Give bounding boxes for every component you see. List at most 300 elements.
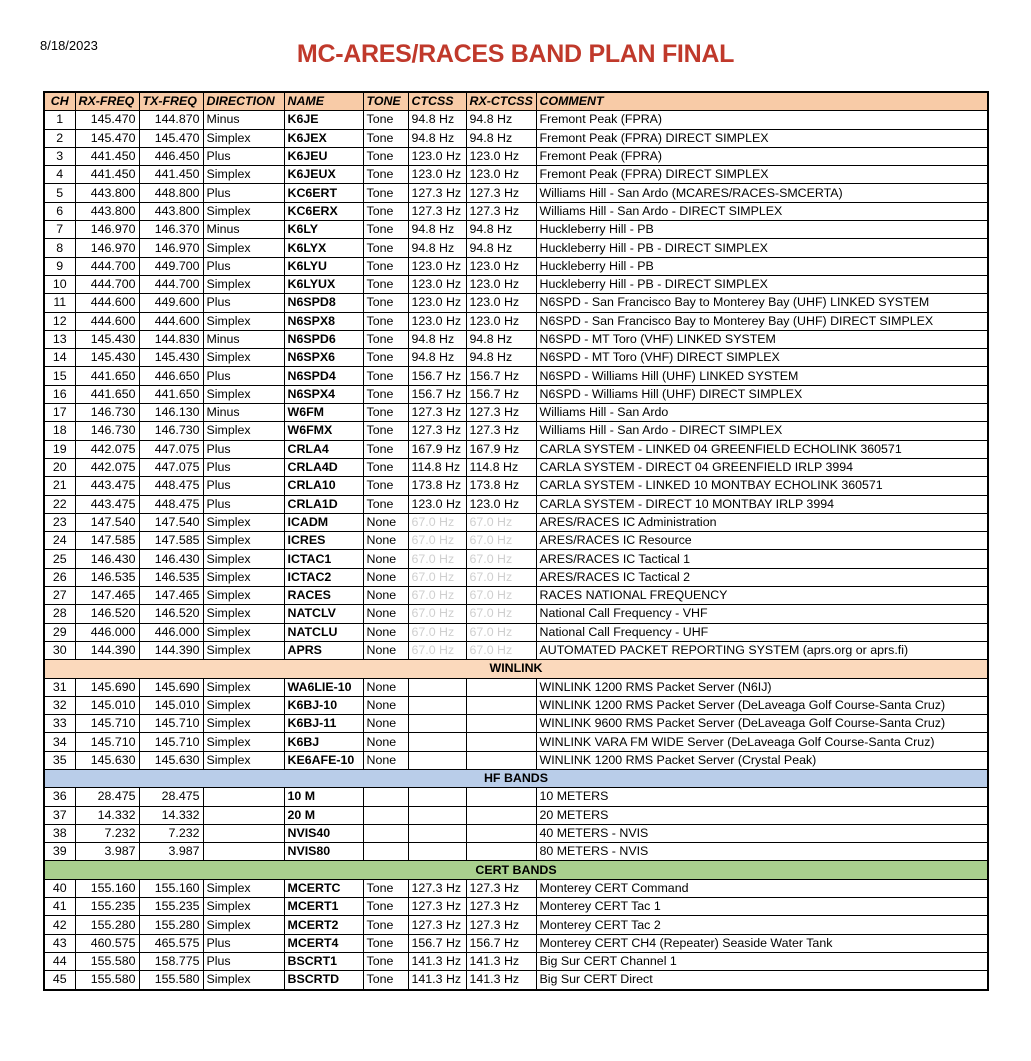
direction-cell: Simplex	[203, 550, 284, 568]
direction-cell	[203, 788, 284, 806]
comment-cell: Big Sur CERT Direct	[536, 971, 988, 990]
rx-ctcss-cell: 94.8 Hz	[466, 129, 536, 147]
column-header-direction: DIRECTION	[203, 92, 284, 111]
comment-cell: Huckleberry Hill - PB - DIRECT SIMPLEX	[536, 239, 988, 257]
direction-cell: Plus	[203, 257, 284, 275]
tx-freq-cell: 147.465	[139, 587, 203, 605]
direction-cell: Plus	[203, 147, 284, 165]
tx-freq-cell: 155.160	[139, 879, 203, 897]
table-row	[44, 495, 988, 513]
section-label: WINLINK	[44, 660, 988, 678]
rx-freq-cell: 146.970	[75, 239, 139, 257]
rx-ctcss-cell: 94.8 Hz	[466, 349, 536, 367]
rx-freq-cell: 146.430	[75, 550, 139, 568]
table-row	[44, 806, 988, 824]
direction-cell: Simplex	[203, 275, 284, 293]
direction-cell: Minus	[203, 330, 284, 348]
comment-cell: WINLINK 1200 RMS Packet Server (Crystal Peak)	[536, 751, 988, 769]
name-cell: CRLA1D	[284, 495, 363, 513]
tx-freq-cell: 28.475	[139, 788, 203, 806]
direction-cell	[203, 843, 284, 861]
tx-freq-cell: 14.332	[139, 806, 203, 824]
channel-cell: 6	[44, 202, 75, 220]
channel-cell: 24	[44, 532, 75, 550]
tone-cell: Tone	[363, 404, 408, 422]
table-row	[44, 477, 988, 495]
table-header-row	[44, 92, 988, 111]
channel-cell: 25	[44, 550, 75, 568]
table-row	[44, 275, 988, 293]
rx-freq-cell: 441.650	[75, 385, 139, 403]
name-cell: N6SPD4	[284, 367, 363, 385]
channel-cell: 21	[44, 477, 75, 495]
tone-cell: None	[363, 568, 408, 586]
tone-cell: Tone	[363, 184, 408, 202]
tone-cell	[363, 843, 408, 861]
table-row	[44, 532, 988, 550]
ctcss-cell: 123.0 Hz	[408, 294, 466, 312]
name-cell: APRS	[284, 641, 363, 659]
table-row	[44, 404, 988, 422]
ctcss-cell: 123.0 Hz	[408, 312, 466, 330]
rx-freq-cell: 155.280	[75, 916, 139, 934]
name-cell: CRLA4D	[284, 458, 363, 476]
direction-cell: Minus	[203, 111, 284, 129]
rx-ctcss-cell	[466, 678, 536, 696]
name-cell: K6LYUX	[284, 275, 363, 293]
comment-cell: Huckleberry Hill - PB	[536, 221, 988, 239]
rx-freq-cell: 145.010	[75, 696, 139, 714]
rx-ctcss-cell: 123.0 Hz	[466, 312, 536, 330]
tone-cell: None	[363, 513, 408, 531]
rx-ctcss-cell: 141.3 Hz	[466, 971, 536, 990]
document-title: MC-ARES/RACES BAND PLAN FINAL	[296, 40, 735, 68]
comment-cell: Williams Hill - San Ardo - DIRECT SIMPLEX	[536, 422, 988, 440]
direction-cell: Simplex	[203, 349, 284, 367]
rx-freq-cell: 144.390	[75, 641, 139, 659]
direction-cell: Minus	[203, 404, 284, 422]
ctcss-cell: 141.3 Hz	[408, 952, 466, 970]
name-cell: K6LYU	[284, 257, 363, 275]
channel-cell: 41	[44, 898, 75, 916]
comment-cell: ARES/RACES IC Tactical 1	[536, 550, 988, 568]
rx-ctcss-cell: 156.7 Hz	[466, 934, 536, 952]
tone-cell: Tone	[363, 129, 408, 147]
table-row	[44, 367, 988, 385]
ctcss-cell: 94.8 Hz	[408, 111, 466, 129]
comment-cell: Monterey CERT CH4 (Repeater) Seaside Water Tank	[536, 934, 988, 952]
tx-freq-cell: 446.000	[139, 623, 203, 641]
tx-freq-cell: 441.650	[139, 385, 203, 403]
rx-ctcss-cell	[466, 788, 536, 806]
channel-cell: 19	[44, 440, 75, 458]
comment-cell: N6SPD - San Francisco Bay to Monterey Bay (UHF) LINKED SYSTEM	[536, 294, 988, 312]
direction-cell: Simplex	[203, 971, 284, 990]
ctcss-cell: 67.0 Hz	[408, 623, 466, 641]
comment-cell: Fremont Peak (FPRA) DIRECT SIMPLEX	[536, 129, 988, 147]
rx-freq-cell: 441.450	[75, 166, 139, 184]
table-row	[44, 184, 988, 202]
comment-cell: Fremont Peak (FPRA) DIRECT SIMPLEX	[536, 166, 988, 184]
comment-cell: ARES/RACES IC Tactical 2	[536, 568, 988, 586]
rx-freq-cell: 446.000	[75, 623, 139, 641]
ctcss-cell: 94.8 Hz	[408, 129, 466, 147]
channel-cell: 36	[44, 788, 75, 806]
table-row	[44, 952, 988, 970]
tone-cell: Tone	[363, 239, 408, 257]
ctcss-cell	[408, 733, 466, 751]
section-label: CERT BANDS	[44, 861, 988, 879]
direction-cell: Plus	[203, 934, 284, 952]
ctcss-cell: 156.7 Hz	[408, 385, 466, 403]
channel-cell: 30	[44, 641, 75, 659]
comment-cell: CARLA SYSTEM - DIRECT 10 MONTBAY IRLP 3994	[536, 495, 988, 513]
comment-cell: ARES/RACES IC Administration	[536, 513, 988, 531]
name-cell: MCERT1	[284, 898, 363, 916]
tone-cell: None	[363, 678, 408, 696]
comment-cell: N6SPD - Williams Hill (UHF) LINKED SYSTEM	[536, 367, 988, 385]
name-cell: 20 M	[284, 806, 363, 824]
ctcss-cell: 114.8 Hz	[408, 458, 466, 476]
name-cell: K6BJ	[284, 733, 363, 751]
table-row	[44, 147, 988, 165]
rx-ctcss-cell: 127.3 Hz	[466, 898, 536, 916]
table-row	[44, 568, 988, 586]
rx-ctcss-cell: 156.7 Hz	[466, 367, 536, 385]
rx-ctcss-cell: 67.0 Hz	[466, 568, 536, 586]
channel-cell: 10	[44, 275, 75, 293]
rx-ctcss-cell	[466, 843, 536, 861]
channel-cell: 15	[44, 367, 75, 385]
tx-freq-cell: 447.075	[139, 440, 203, 458]
direction-cell: Simplex	[203, 605, 284, 623]
rx-ctcss-cell: 123.0 Hz	[466, 257, 536, 275]
table-row	[44, 788, 988, 806]
ctcss-cell: 127.3 Hz	[408, 898, 466, 916]
ctcss-cell: 127.3 Hz	[408, 184, 466, 202]
direction-cell: Plus	[203, 952, 284, 970]
tx-freq-cell: 144.830	[139, 330, 203, 348]
name-cell: MCERT2	[284, 916, 363, 934]
name-cell: 10 M	[284, 788, 363, 806]
channel-cell: 45	[44, 971, 75, 990]
comment-cell: Monterey CERT Tac 2	[536, 916, 988, 934]
rx-freq-cell: 7.232	[75, 824, 139, 842]
tone-cell: Tone	[363, 879, 408, 897]
tx-freq-cell: 145.690	[139, 678, 203, 696]
tone-cell: None	[363, 751, 408, 769]
ctcss-cell: 67.0 Hz	[408, 587, 466, 605]
rx-ctcss-cell: 123.0 Hz	[466, 495, 536, 513]
comment-cell: WINLINK 1200 RMS Packet Server (N6IJ)	[536, 678, 988, 696]
channel-cell: 2	[44, 129, 75, 147]
table-row	[44, 202, 988, 220]
rx-ctcss-cell: 127.3 Hz	[466, 916, 536, 934]
rx-ctcss-cell: 67.0 Hz	[466, 641, 536, 659]
tone-cell	[363, 824, 408, 842]
rx-ctcss-cell: 123.0 Hz	[466, 147, 536, 165]
comment-cell: Williams Hill - San Ardo	[536, 404, 988, 422]
comment-cell: Huckleberry Hill - PB - DIRECT SIMPLEX	[536, 275, 988, 293]
name-cell: BSCRTD	[284, 971, 363, 990]
tone-cell: Tone	[363, 349, 408, 367]
ctcss-cell	[408, 678, 466, 696]
tone-cell: Tone	[363, 422, 408, 440]
ctcss-cell: 94.8 Hz	[408, 221, 466, 239]
ctcss-cell	[408, 696, 466, 714]
channel-cell: 17	[44, 404, 75, 422]
direction-cell: Simplex	[203, 623, 284, 641]
table-row	[44, 916, 988, 934]
tone-cell: Tone	[363, 221, 408, 239]
rx-freq-cell: 155.235	[75, 898, 139, 916]
rx-ctcss-cell: 94.8 Hz	[466, 330, 536, 348]
ctcss-cell: 156.7 Hz	[408, 367, 466, 385]
direction-cell: Simplex	[203, 733, 284, 751]
direction-cell: Simplex	[203, 641, 284, 659]
band-plan-table	[43, 91, 989, 991]
tx-freq-cell: 146.535	[139, 568, 203, 586]
tx-freq-cell: 145.710	[139, 715, 203, 733]
rx-freq-cell: 460.575	[75, 934, 139, 952]
name-cell: K6LY	[284, 221, 363, 239]
rx-freq-cell: 145.430	[75, 349, 139, 367]
tx-freq-cell: 7.232	[139, 824, 203, 842]
ctcss-cell	[408, 715, 466, 733]
ctcss-cell	[408, 751, 466, 769]
tx-freq-cell: 146.370	[139, 221, 203, 239]
ctcss-cell: 123.0 Hz	[408, 495, 466, 513]
table-row	[44, 733, 988, 751]
channel-cell: 3	[44, 147, 75, 165]
rx-ctcss-cell: 94.8 Hz	[466, 221, 536, 239]
rx-ctcss-cell: 67.0 Hz	[466, 532, 536, 550]
name-cell: K6LYX	[284, 239, 363, 257]
direction-cell: Plus	[203, 495, 284, 513]
name-cell: K6JEU	[284, 147, 363, 165]
table-row	[44, 349, 988, 367]
rx-freq-cell: 147.540	[75, 513, 139, 531]
direction-cell: Simplex	[203, 696, 284, 714]
ctcss-cell: 67.0 Hz	[408, 513, 466, 531]
table-row	[44, 221, 988, 239]
document-date: 8/18/2023	[40, 38, 98, 53]
name-cell: K6BJ-11	[284, 715, 363, 733]
tone-cell: None	[363, 550, 408, 568]
tx-freq-cell: 444.700	[139, 275, 203, 293]
tone-cell: Tone	[363, 147, 408, 165]
section-label: HF BANDS	[44, 769, 988, 787]
name-cell: NATCLV	[284, 605, 363, 623]
section-header-row	[44, 660, 988, 678]
channel-cell: 44	[44, 952, 75, 970]
tx-freq-cell: 145.710	[139, 733, 203, 751]
comment-cell: National Call Frequency - VHF	[536, 605, 988, 623]
ctcss-cell: 127.3 Hz	[408, 916, 466, 934]
tx-freq-cell: 147.540	[139, 513, 203, 531]
tone-cell: Tone	[363, 495, 408, 513]
direction-cell: Plus	[203, 440, 284, 458]
rx-ctcss-cell: 123.0 Hz	[466, 166, 536, 184]
tx-freq-cell: 158.775	[139, 952, 203, 970]
direction-cell: Plus	[203, 458, 284, 476]
rx-freq-cell: 442.075	[75, 458, 139, 476]
rx-ctcss-cell	[466, 715, 536, 733]
rx-freq-cell: 145.470	[75, 129, 139, 147]
channel-cell: 42	[44, 916, 75, 934]
tone-cell: None	[363, 696, 408, 714]
column-header-name: NAME	[284, 92, 363, 111]
channel-cell: 11	[44, 294, 75, 312]
rx-freq-cell: 147.465	[75, 587, 139, 605]
rx-ctcss-cell: 67.0 Hz	[466, 513, 536, 531]
rx-freq-cell: 443.800	[75, 184, 139, 202]
ctcss-cell: 94.8 Hz	[408, 330, 466, 348]
tx-freq-cell: 443.800	[139, 202, 203, 220]
tone-cell: None	[363, 715, 408, 733]
channel-cell: 32	[44, 696, 75, 714]
name-cell: N6SPX6	[284, 349, 363, 367]
direction-cell: Simplex	[203, 916, 284, 934]
ctcss-cell: 156.7 Hz	[408, 934, 466, 952]
name-cell: ICADM	[284, 513, 363, 531]
ctcss-cell: 94.8 Hz	[408, 349, 466, 367]
table-row	[44, 934, 988, 952]
channel-cell: 13	[44, 330, 75, 348]
tone-cell: Tone	[363, 275, 408, 293]
rx-freq-cell: 443.475	[75, 495, 139, 513]
direction-cell: Simplex	[203, 166, 284, 184]
rx-freq-cell: 145.690	[75, 678, 139, 696]
tx-freq-cell: 145.630	[139, 751, 203, 769]
direction-cell: Plus	[203, 294, 284, 312]
rx-freq-cell: 145.630	[75, 751, 139, 769]
rx-ctcss-cell	[466, 733, 536, 751]
comment-cell: Monterey CERT Tac 1	[536, 898, 988, 916]
comment-cell: AUTOMATED PACKET REPORTING SYSTEM (aprs.org or aprs.fi)	[536, 641, 988, 659]
direction-cell: Simplex	[203, 678, 284, 696]
ctcss-cell: 123.0 Hz	[408, 275, 466, 293]
tone-cell: Tone	[363, 458, 408, 476]
tone-cell: Tone	[363, 330, 408, 348]
comment-cell: 10 METERS	[536, 788, 988, 806]
table-row	[44, 294, 988, 312]
tone-cell: None	[363, 641, 408, 659]
tone-cell: Tone	[363, 202, 408, 220]
ctcss-cell: 127.3 Hz	[408, 404, 466, 422]
rx-ctcss-cell: 127.3 Hz	[466, 422, 536, 440]
ctcss-cell: 67.0 Hz	[408, 568, 466, 586]
channel-cell: 1	[44, 111, 75, 129]
comment-cell: WINLINK 9600 RMS Packet Server (DeLaveaga Golf Course-Santa Cruz)	[536, 715, 988, 733]
column-header-tone: TONE	[363, 92, 408, 111]
tone-cell: Tone	[363, 934, 408, 952]
table-row	[44, 550, 988, 568]
tx-freq-cell: 446.650	[139, 367, 203, 385]
tx-freq-cell: 3.987	[139, 843, 203, 861]
tone-cell: Tone	[363, 916, 408, 934]
name-cell: W6FM	[284, 404, 363, 422]
comment-cell: CARLA SYSTEM - DIRECT 04 GREENFIELD IRLP 3994	[536, 458, 988, 476]
tx-freq-cell: 448.475	[139, 477, 203, 495]
direction-cell: Plus	[203, 477, 284, 495]
channel-cell: 7	[44, 221, 75, 239]
comment-cell: Monterey CERT Command	[536, 879, 988, 897]
comment-cell: National Call Frequency - UHF	[536, 623, 988, 641]
tone-cell: Tone	[363, 111, 408, 129]
rx-ctcss-cell: 123.0 Hz	[466, 294, 536, 312]
channel-cell: 26	[44, 568, 75, 586]
comment-cell: 20 METERS	[536, 806, 988, 824]
ctcss-cell: 67.0 Hz	[408, 641, 466, 659]
direction-cell: Simplex	[203, 898, 284, 916]
table-row	[44, 422, 988, 440]
ctcss-cell	[408, 824, 466, 842]
tx-freq-cell: 446.450	[139, 147, 203, 165]
name-cell: MCERTC	[284, 879, 363, 897]
name-cell: K6BJ-10	[284, 696, 363, 714]
table-row	[44, 678, 988, 696]
rx-freq-cell: 146.535	[75, 568, 139, 586]
direction-cell: Simplex	[203, 568, 284, 586]
rx-freq-cell: 443.475	[75, 477, 139, 495]
name-cell: KC6ERX	[284, 202, 363, 220]
tx-freq-cell: 448.475	[139, 495, 203, 513]
table-row	[44, 971, 988, 990]
rx-ctcss-cell	[466, 751, 536, 769]
tone-cell: None	[363, 587, 408, 605]
table-row	[44, 587, 988, 605]
direction-cell: Simplex	[203, 879, 284, 897]
tx-freq-cell: 146.130	[139, 404, 203, 422]
name-cell: WA6LIE-10	[284, 678, 363, 696]
name-cell: BSCRT1	[284, 952, 363, 970]
ctcss-cell: 67.0 Hz	[408, 605, 466, 623]
table-row	[44, 440, 988, 458]
direction-cell: Simplex	[203, 385, 284, 403]
name-cell: CRLA10	[284, 477, 363, 495]
table-row	[44, 843, 988, 861]
ctcss-cell: 67.0 Hz	[408, 550, 466, 568]
tx-freq-cell: 145.430	[139, 349, 203, 367]
direction-cell: Simplex	[203, 751, 284, 769]
column-header-rx-ctcss: RX-CTCSS	[466, 92, 536, 111]
channel-cell: 28	[44, 605, 75, 623]
tx-freq-cell: 441.450	[139, 166, 203, 184]
rx-ctcss-cell: 94.8 Hz	[466, 239, 536, 257]
table-row	[44, 330, 988, 348]
comment-cell: N6SPD - San Francisco Bay to Monterey Bay (UHF) DIRECT SIMPLEX	[536, 312, 988, 330]
tx-freq-cell: 155.235	[139, 898, 203, 916]
rx-freq-cell: 145.710	[75, 715, 139, 733]
table-row	[44, 696, 988, 714]
channel-cell: 37	[44, 806, 75, 824]
rx-ctcss-cell	[466, 824, 536, 842]
rx-freq-cell: 28.475	[75, 788, 139, 806]
name-cell: NVIS40	[284, 824, 363, 842]
channel-cell: 4	[44, 166, 75, 184]
tx-freq-cell: 145.010	[139, 696, 203, 714]
name-cell: KE6AFE-10	[284, 751, 363, 769]
section-header-row	[44, 769, 988, 787]
ctcss-cell: 141.3 Hz	[408, 971, 466, 990]
tx-freq-cell: 448.800	[139, 184, 203, 202]
tone-cell: Tone	[363, 166, 408, 184]
comment-cell: WINLINK 1200 RMS Packet Server (DeLaveaga Golf Course-Santa Cruz)	[536, 696, 988, 714]
name-cell: MCERT4	[284, 934, 363, 952]
table-row	[44, 385, 988, 403]
table-row	[44, 312, 988, 330]
